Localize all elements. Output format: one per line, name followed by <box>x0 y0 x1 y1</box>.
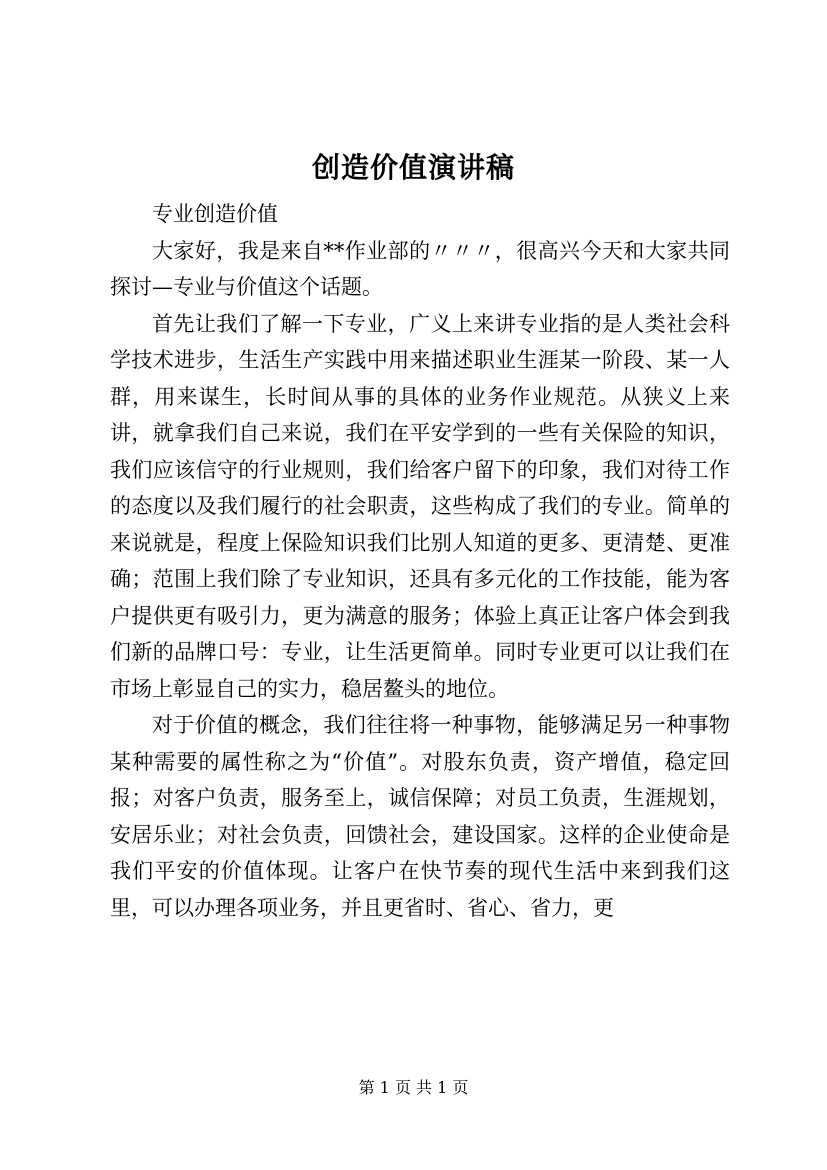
paragraph-profession: 首先让我们了解一下专业，广义上来讲专业指的是人类社会科学技术进步，生活生产实践中用来描述职业生涯某一阶段、某一人群，用来谋生，长时间从事的具体的业务作业规范。从狭义上来讲，就拿我们自己来说，我们在平安学到的一些有关保险的知识，我们应该信守的行业规则，我们给客户留下的印象，我们对待工作的态度以及我们履行的社会职责，这些构成了我们的专业。简单的来说就是，程度上保险知识我们比别人知道的更多、更清楚、更准确；范围上我们除了专业知识，还具有多元化的工作技能，能为客户提供更有吸引力，更为满意的服务；体验上真正让客户体会到我们新的品牌口号：专业，让生活更简单。同时专业更可以让我们在市场上彰显自己的实力，稳居鳌头的地位。 <box>110 311 730 701</box>
paragraph-value: 对于价值的概念，我们往往将一种事物，能够满足另一种事物某种需要的属性称之为“价值”。对股东负责，资产增值，稳定回报；对客户负责，服务至上，诚信保障；对员工负责，生涯规划，安居乐业；对社会负责，回馈社会，建设国家。这样的企业使命是我们平安的价值体现。让客户在快节奏的现代生活中来到我们这里，可以办理各项业务，并且更省时、省心、省力，更 <box>110 713 730 920</box>
document-title: 创造价值演讲稿 <box>311 151 515 184</box>
paragraph-greeting: 大家好，我是来自**作业部的〃〃〃，很高兴今天和大家共同探讨—专业与价值这个话题。 <box>110 238 730 299</box>
page-footer: 第 1 页 共 1 页 <box>358 1078 469 1097</box>
document-body <box>110 196 730 926</box>
paragraph-subtitle: 专业创造价值 <box>152 202 278 226</box>
